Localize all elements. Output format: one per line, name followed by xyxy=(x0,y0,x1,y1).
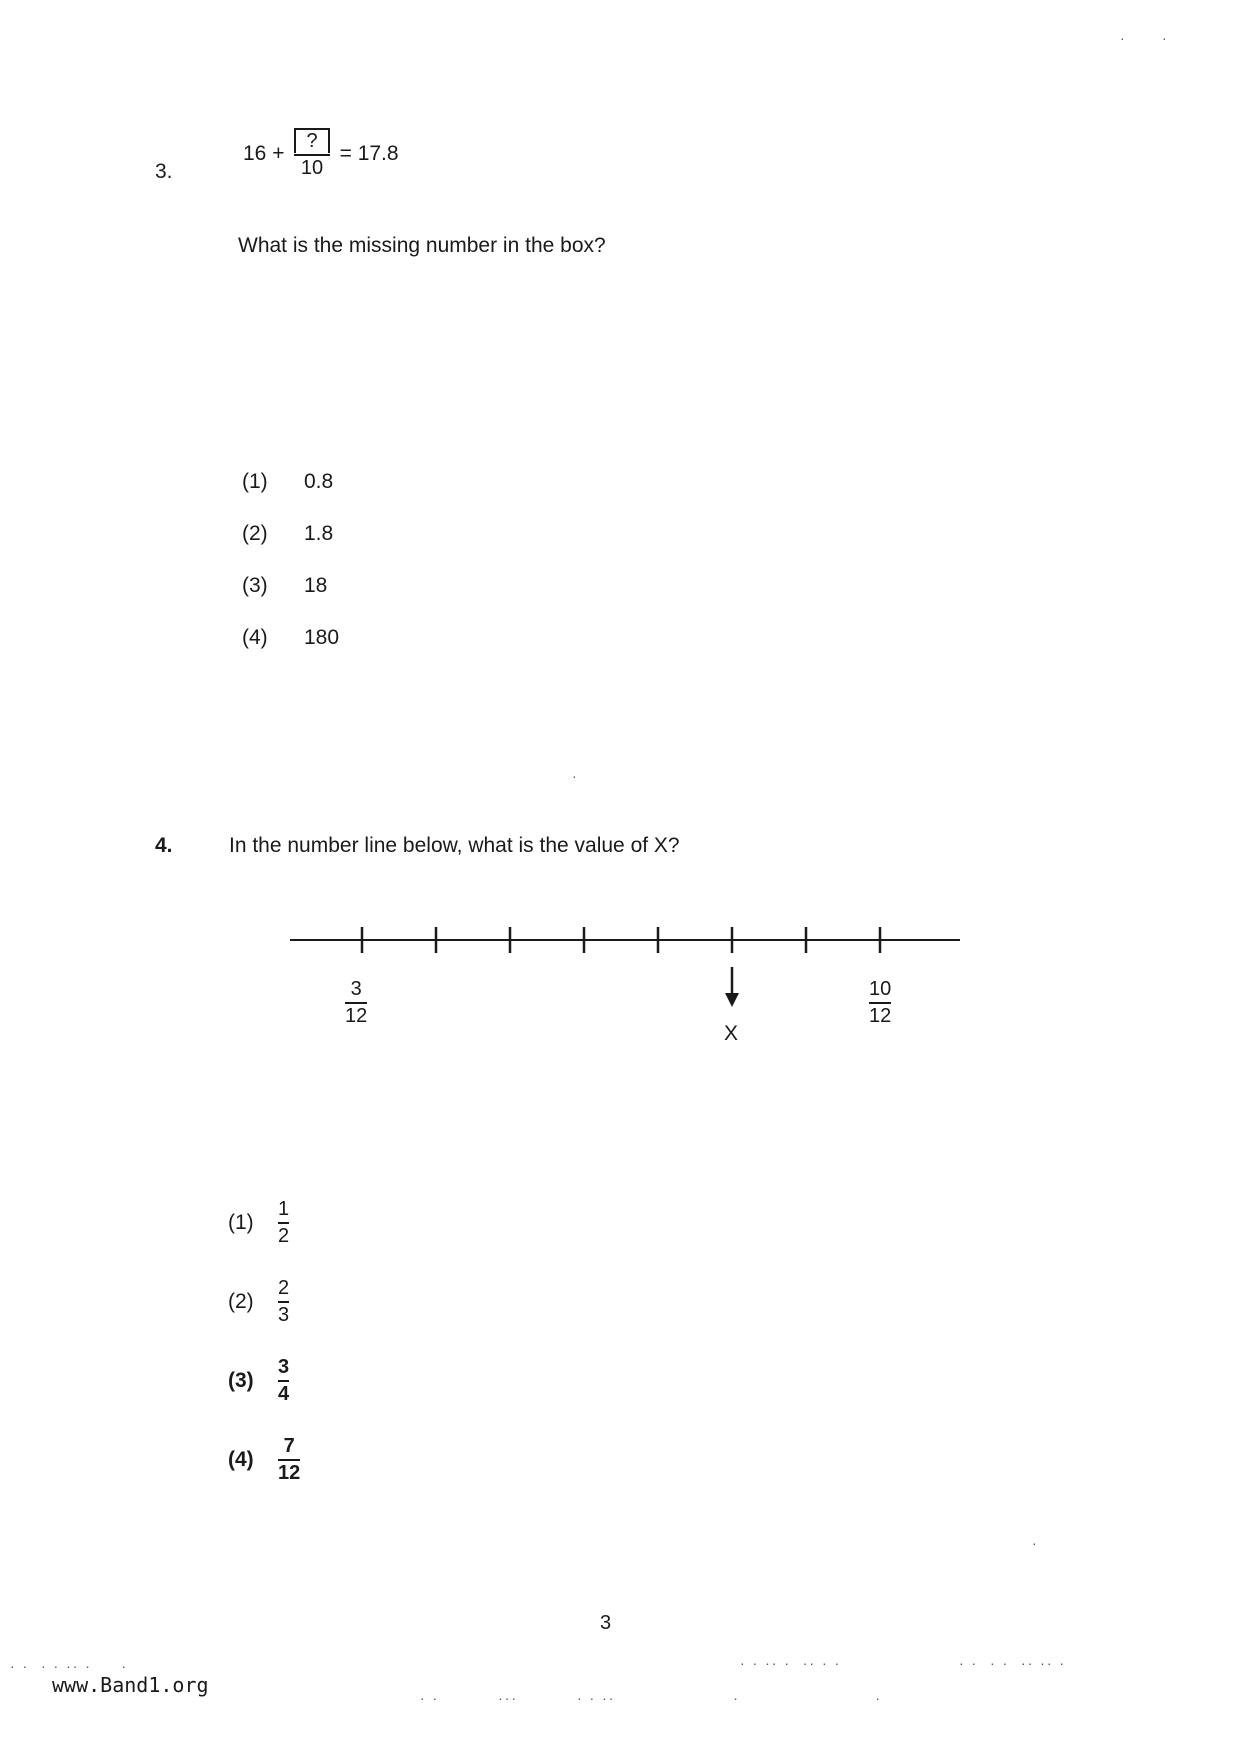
left-denominator: 12 xyxy=(345,1005,368,1027)
scan-speck: · xyxy=(1032,1535,1039,1551)
equation-fraction xyxy=(294,128,329,180)
question-4-number: 4. xyxy=(155,834,173,857)
option-label: (3) xyxy=(242,574,268,597)
question-4-option-1 xyxy=(228,1198,289,1248)
option-fraction xyxy=(278,1356,289,1406)
option-value: 180 xyxy=(304,626,340,649)
scan-speck: · · ··· · · ·· · · xyxy=(420,1690,882,1706)
option-value: 0.8 xyxy=(304,470,334,493)
option-numerator: 1 xyxy=(278,1198,290,1220)
option-label: (1) xyxy=(242,470,268,493)
option-value: 1.8 xyxy=(304,522,334,545)
option-label: (3) xyxy=(228,1369,254,1392)
scan-speck: · xyxy=(572,768,579,784)
scan-speck: · · ·· · ·· · · · · · · ·· ·· · xyxy=(740,1655,1067,1671)
page-number: 3 xyxy=(600,1612,612,1634)
x-marker-arrow xyxy=(725,967,739,1007)
left-numerator: 3 xyxy=(350,978,362,1000)
fraction-denominator: 10 xyxy=(300,157,324,179)
question-4-option-4 xyxy=(228,1435,300,1485)
number-line-right-label xyxy=(869,978,891,1028)
missing-number-box: ? xyxy=(294,128,329,153)
question-4-prompt: In the number line below, what is the value of X? xyxy=(229,834,680,857)
option-fraction xyxy=(278,1198,289,1248)
question-4-option-3 xyxy=(228,1356,289,1406)
option-numerator: 7 xyxy=(283,1435,295,1457)
option-denominator: 4 xyxy=(278,1383,290,1405)
scan-speck: · · · · ·· · · xyxy=(10,1658,129,1674)
website-watermark: www.Band1.org xyxy=(52,1673,209,1697)
option-label: (4) xyxy=(242,626,268,649)
number-line-x-label: X xyxy=(724,1022,739,1045)
option-label: (4) xyxy=(228,1448,254,1471)
number-line-left-label xyxy=(345,978,367,1028)
option-denominator: 2 xyxy=(278,1225,290,1247)
option-numerator: 3 xyxy=(278,1356,290,1378)
question-3-option-2 xyxy=(242,522,333,546)
option-label: (1) xyxy=(228,1211,254,1234)
equation-whole: 16 + xyxy=(243,142,285,165)
question-3-prompt: What is the missing number in the box? xyxy=(238,234,606,257)
question-3-option-1 xyxy=(242,470,333,494)
option-denominator: 12 xyxy=(278,1462,301,1484)
question-3-option-4 xyxy=(242,626,339,650)
option-fraction xyxy=(278,1435,300,1485)
scan-speck: · · xyxy=(1120,30,1169,46)
question-3-equation xyxy=(243,128,399,180)
right-numerator: 10 xyxy=(869,978,892,1000)
option-label: (2) xyxy=(228,1290,254,1313)
question-4-option-2 xyxy=(228,1277,289,1327)
right-denominator: 12 xyxy=(869,1005,892,1027)
question-3-option-3 xyxy=(242,574,327,598)
option-value: 18 xyxy=(304,574,328,597)
number-line xyxy=(280,915,970,1025)
option-denominator: 3 xyxy=(278,1304,290,1326)
option-fraction xyxy=(278,1277,289,1327)
question-3-number: 3. xyxy=(155,160,173,183)
equation-result: = 17.8 xyxy=(339,142,399,165)
option-label: (2) xyxy=(242,522,268,545)
option-numerator: 2 xyxy=(278,1277,290,1299)
